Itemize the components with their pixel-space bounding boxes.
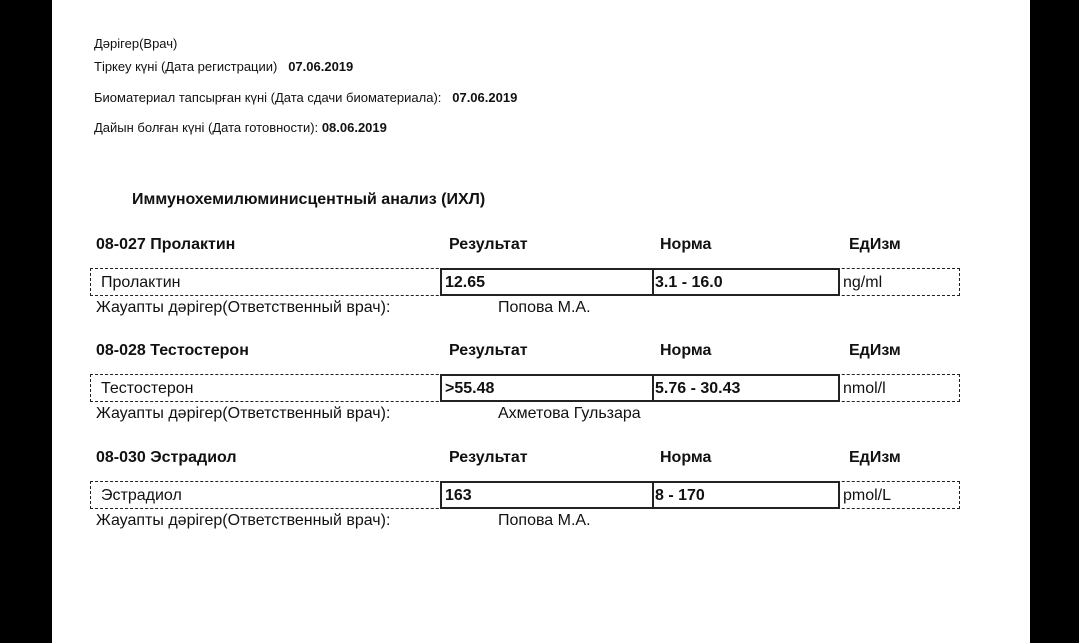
test-code-name: 08-030 Эстрадиол [96,449,237,466]
test-code-name: 08-027 Пролактин [96,236,236,253]
result-column-header: Результат [449,342,528,359]
unit-column-header: ЕдИзм [849,236,901,253]
test-result: 12.65 [440,268,654,296]
responsible-doctor-name: Попова М.А. [498,299,591,316]
document-page [52,0,1030,643]
test-unit: nmol/l [843,380,886,397]
result-column-header: Результат [449,449,528,466]
table-row [90,268,960,296]
ready-date-line [94,120,387,135]
biomaterial-date-label: Биоматериал тапсырған күні (Дата сдачи биоматериала): [94,90,442,105]
norm-column-header: Норма [660,342,712,359]
responsible-doctor-name: Ахметова Гульзара [498,405,641,422]
registration-date-line [94,59,353,74]
registration-date-label: Тіркеу күні (Дата регистрации) [94,59,278,74]
table-row [90,481,960,509]
test-unit: pmol/L [843,487,892,504]
test-result: >55.48 [440,374,654,402]
test-norm: 5.76 - 30.43 [652,374,840,402]
section-title: Иммунохемилюминисцентный анализ (ИХЛ) [132,191,486,208]
test-name: Эстрадиол [101,487,182,504]
test-unit: ng/ml [843,274,883,291]
responsible-doctor-label: Жауапты дәрігер(Ответственный врач): [96,299,391,316]
biomaterial-date-value: 07.06.2019 [452,90,518,105]
test-result: 163 [440,481,654,509]
test-norm: 3.1 - 16.0 [652,268,840,296]
biomaterial-date-line [94,90,517,105]
responsible-doctor-label: Жауапты дәрігер(Ответственный врач): [96,512,391,529]
registration-date-value: 07.06.2019 [288,59,354,74]
unit-column-header: ЕдИзм [849,449,901,466]
responsible-doctor-name: Попова М.А. [498,512,591,529]
doctor-label: Дәрігер(Врач) [94,36,178,51]
result-column-header: Результат [449,236,528,253]
table-row [90,374,960,402]
norm-column-header: Норма [660,449,712,466]
test-norm: 8 - 170 [652,481,840,509]
responsible-doctor-label: Жауапты дәрігер(Ответственный врач): [96,405,391,422]
unit-column-header: ЕдИзм [849,342,901,359]
test-name: Пролактин [101,274,181,291]
test-code-name: 08-028 Тестостерон [96,342,249,359]
test-name: Тестостерон [101,380,194,397]
norm-column-header: Норма [660,236,712,253]
ready-date-label: Дайын болған күні (Дата готовности): [94,120,319,135]
ready-date-value: 08.06.2019 [321,120,387,135]
